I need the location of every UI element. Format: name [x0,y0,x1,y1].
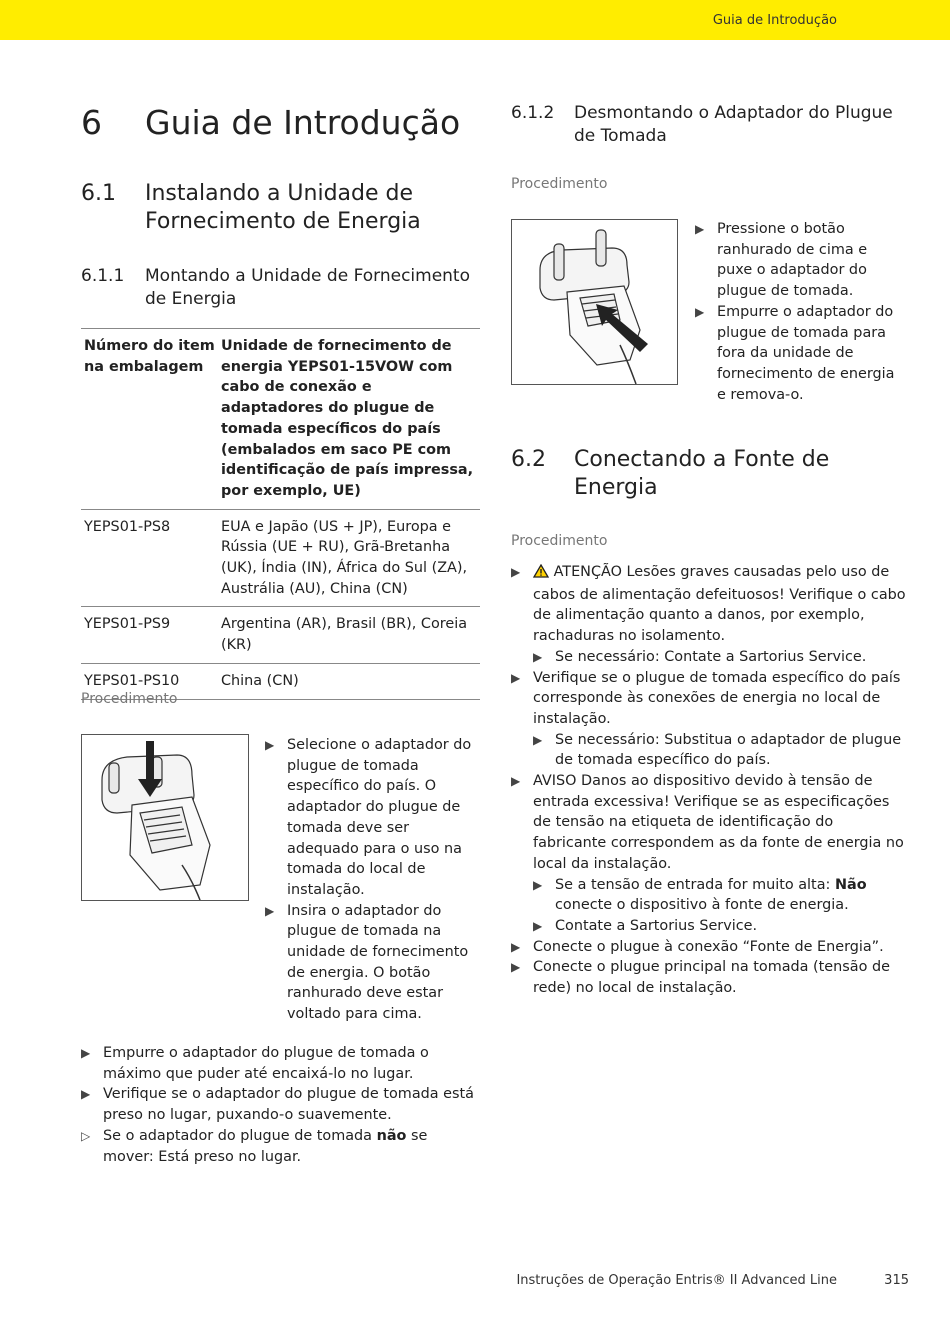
section-6-1-title: Instalando a Unidade de Fornecimento de Energia [145,181,421,234]
bullet-arrow-icon: ▶ [265,738,275,752]
table-row [81,607,480,663]
bullet-arrow-icon: ▶ [533,649,543,664]
bullet-arrow-icon: ▶ [533,732,543,747]
left-figure-steps [265,735,480,1025]
table-cell-desc: China (CN) [218,663,480,699]
section-6-1-2-title: Desmontando o Adaptador do Plugue de Tomada [574,103,893,146]
section-6-1-2-number: 6.1.2 [511,103,555,123]
section-6-1-number: 6.1 [81,181,116,206]
bullet-arrow-icon: ▶ [695,222,705,236]
table-cell-desc: EUA e Japão (US + JP), Europa e Rússia (UE + RU), Grã-Bretanha (UK), Índia (IN), África do Sul (ZA), Austrália (AU), China (CN) [218,509,480,607]
list-item: ▶ Contate a Sartorius Service. [511,916,906,937]
list-item: ▶ Empurre o adaptador do plugue de tomada o máximo que puder até encaixá-lo no lugar. [81,1045,429,1082]
list-item: ▶ Empurre o adaptador do plugue de tomada para fora da unidade de fornecimento de energia e remova-o. [695,303,895,403]
bullet-arrow-icon: ▶ [533,918,543,933]
package-items-table [81,328,480,700]
footer-page-number: 315 [884,1273,909,1288]
figure-remove-adapter [511,219,678,385]
procedure-label: Procedimento [511,176,608,192]
insert-adapter-illustration [82,735,248,900]
table-cell-item: YEPS01-PS10 [81,663,218,699]
table-cell-item: YEPS01-PS8 [81,509,218,607]
bullet-arrow-icon: ▶ [81,1046,91,1060]
section-6-2-number: 6.2 [511,447,546,472]
header-title: Guia de Introdução [712,13,837,28]
list-item: ▶ Se a tensão de entrada for muito alta: Não conecte o dispositivo à fonte de energia. [533,876,867,914]
warning-label: ATENÇÃO [553,564,622,580]
remove-adapter-illustration [512,220,677,384]
footer-doc-title: Instruções de Operação Entris® II Advanced Line [516,1273,837,1288]
header-bar [0,0,950,40]
list-item: ▶ Se necessário: Substitua o adaptador de plugue de tomada específico do país. [533,731,902,769]
table-cell-desc: Argentina (AR), Brasil (BR), Coreia (KR) [218,607,480,663]
section-6-1-1-number: 6.1.1 [81,266,125,286]
bullet-arrow-icon: ▶ [511,565,521,579]
bullet-arrow-icon: ▶ [511,939,521,954]
bullet-arrow-icon: ▶ [511,774,521,789]
bullet-arrow-icon: ▶ [81,1087,91,1102]
list-item: ▶ Verifique se o adaptador do plugue de tomada está preso no lugar, puxando-o suavemente. [81,1086,474,1124]
power-connection-steps [511,562,906,999]
table-header-desc: Unidade de fornecimento de energia YEPS01-15VOW com cabo de conexão e adaptadores do plugue de tomada específicos do país (embalados em saco PE com identificação de país impressa, por exemplo, UE) [218,329,480,510]
notice-label: AVISO [533,773,577,790]
right-figure-steps [695,219,905,405]
procedure-label: Procedimento [511,533,608,549]
list-item: ▶ Insira o adaptador do plugue de tomada na unidade de fornecimento de energia. O botão ranhurado deve estar voltado para cima. [265,902,469,1023]
list-item: ▶ AVISO Danos ao dispositivo devido à tensão de entrada excessiva! Verifique se as especificações de tensão na etiqueta de identificação do fabricante correspondem as da fonte de energia no local da instalação. [511,773,904,872]
section-6-2-title: Conectando a Fonte de Energia [574,447,830,500]
section-6-1-1-title: Montando a Unidade de Fornecimento de Energia [145,266,471,309]
list-item: ▶ Selecione o adaptador do plugue de tomada específico do país. O adaptador do plugue de tomada deve ser adequado para o uso na tomada do local de instalação. [265,737,472,898]
table-cell-item: YEPS01-PS9 [81,607,218,663]
list-item: ▶ Verifique se o plugue de tomada específico do país corresponde às conexões de energia no local de instalação. [511,669,901,727]
bullet-arrow-icon: ▶ [511,960,521,975]
result-arrow-icon: ▷ [81,1128,91,1143]
figure-insert-adapter [81,734,249,901]
bullet-arrow-icon: ▶ [695,304,705,319]
table-row [81,509,480,607]
bullet-arrow-icon: ▶ [533,877,543,892]
bullet-arrow-icon: ▶ [511,670,521,685]
chapter-number: 6 [81,103,102,142]
warning-triangle-icon [533,564,549,585]
list-item: ▶ ATENÇÃO Lesões graves causadas pelo uso de cabos de alimentação defeituosos! Verifique o cabo de alimentação quanto a danos, por exemplo, rachaduras no isolamento. [511,564,906,645]
list-item: ▶ Se necessário: Contate a Sartorius Service. [511,647,906,668]
list-item: ▶ Conecte o plugue principal na tomada (tensão de rede) no local de instalação. [511,959,890,997]
left-bottom-steps [81,1043,480,1167]
chapter-title: Guia de Introdução [145,103,461,142]
result-item: ▷ Se o adaptador do plugue de tomada não se mover: Está preso no lugar. [81,1127,428,1165]
procedure-label: Procedimento [81,691,178,707]
list-item: ▶ Conecte o plugue à conexão “Fonte de Energia”. [511,937,906,958]
table-header-row [81,329,480,510]
bullet-arrow-icon: ▶ [265,903,275,918]
table-header-item: Número do item na embalagem [81,329,218,510]
list-item: ▶ Pressione o botão ranhurado de cima e puxe o adaptador do plugue de tomada. [695,221,868,300]
